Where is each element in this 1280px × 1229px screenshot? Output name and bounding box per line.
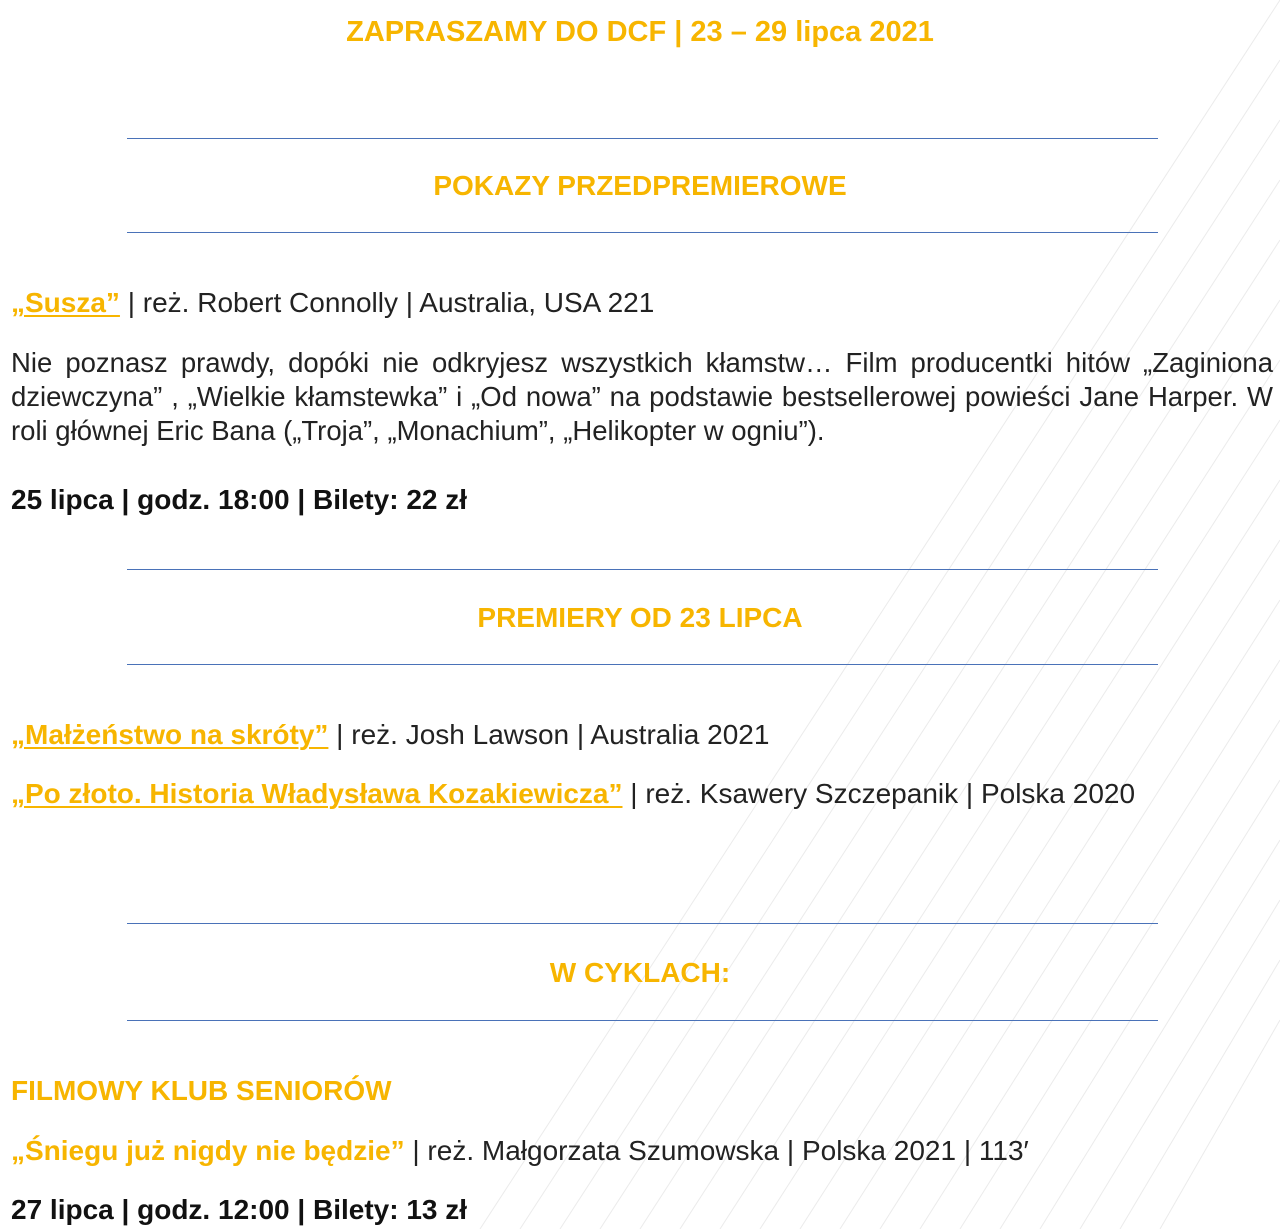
film-entry-susza bbox=[11, 287, 654, 319]
section-divider bbox=[127, 923, 1158, 924]
film-title-link-malzenstwo[interactable]: „Małżeństwo na skróty” bbox=[11, 719, 329, 750]
cycle-heading-seniorzy: FILMOWY KLUB SENIORÓW bbox=[11, 1075, 392, 1106]
film-description-susza: Nie poznasz prawdy, dopóki nie odkryjesz wszystkich kłamstw… Film producentki hitów „Zaginiona dziewczyna” , „Wielkie kłamstewka” i „Od nowa” na podstawie bestsellerowej powieści Jane Harper. W roli głównej Eric Bana („Troja”, „Monachium”, „Helikopter w ogniu”). bbox=[11, 347, 1273, 446]
screening-schedule-sniegu: 27 lipca | godz. 12:00 | Bilety: 13 zł bbox=[11, 1194, 468, 1225]
page-title: ZAPRASZAMY DO DCF | 23 – 29 lipca 2021 bbox=[346, 16, 934, 48]
section-heading-cykle: W CYKLACH: bbox=[549, 957, 731, 988]
film-details: | reż. Małgorzata Szumowska | Polska 2021 | 113′ bbox=[404, 1135, 1029, 1166]
film-title-link-po-zloto[interactable]: „Po złoto. Historia Władysława Kozakiewicza” bbox=[11, 778, 623, 809]
film-details: | reż. Ksawery Szczepanik | Polska 2020 bbox=[622, 778, 1136, 809]
film-title-link-susza[interactable]: „Susza” bbox=[11, 287, 120, 318]
film-entry-sniegu bbox=[11, 1135, 1029, 1167]
section-heading-pokazy: POKAZY PRZEDPREMIEROWE bbox=[433, 170, 847, 201]
section-heading-premiery: PREMIERY OD 23 LIPCA bbox=[477, 602, 803, 633]
film-entry-po-zloto bbox=[11, 778, 1135, 810]
section-divider bbox=[127, 138, 1158, 139]
section-divider bbox=[127, 569, 1158, 570]
section-divider bbox=[127, 664, 1158, 665]
film-details: | reż. Josh Lawson | Australia 2021 bbox=[328, 719, 770, 750]
screening-schedule-susza: 25 lipca | godz. 18:00 | Bilety: 22 zł bbox=[11, 484, 468, 515]
film-title-sniegu: „Śniegu już nigdy nie będzie” bbox=[11, 1135, 405, 1166]
section-divider bbox=[127, 232, 1158, 233]
film-entry-malzenstwo bbox=[11, 719, 769, 751]
film-details: | reż. Robert Connolly | Australia, USA 221 bbox=[119, 287, 655, 318]
section-divider bbox=[127, 1020, 1158, 1021]
